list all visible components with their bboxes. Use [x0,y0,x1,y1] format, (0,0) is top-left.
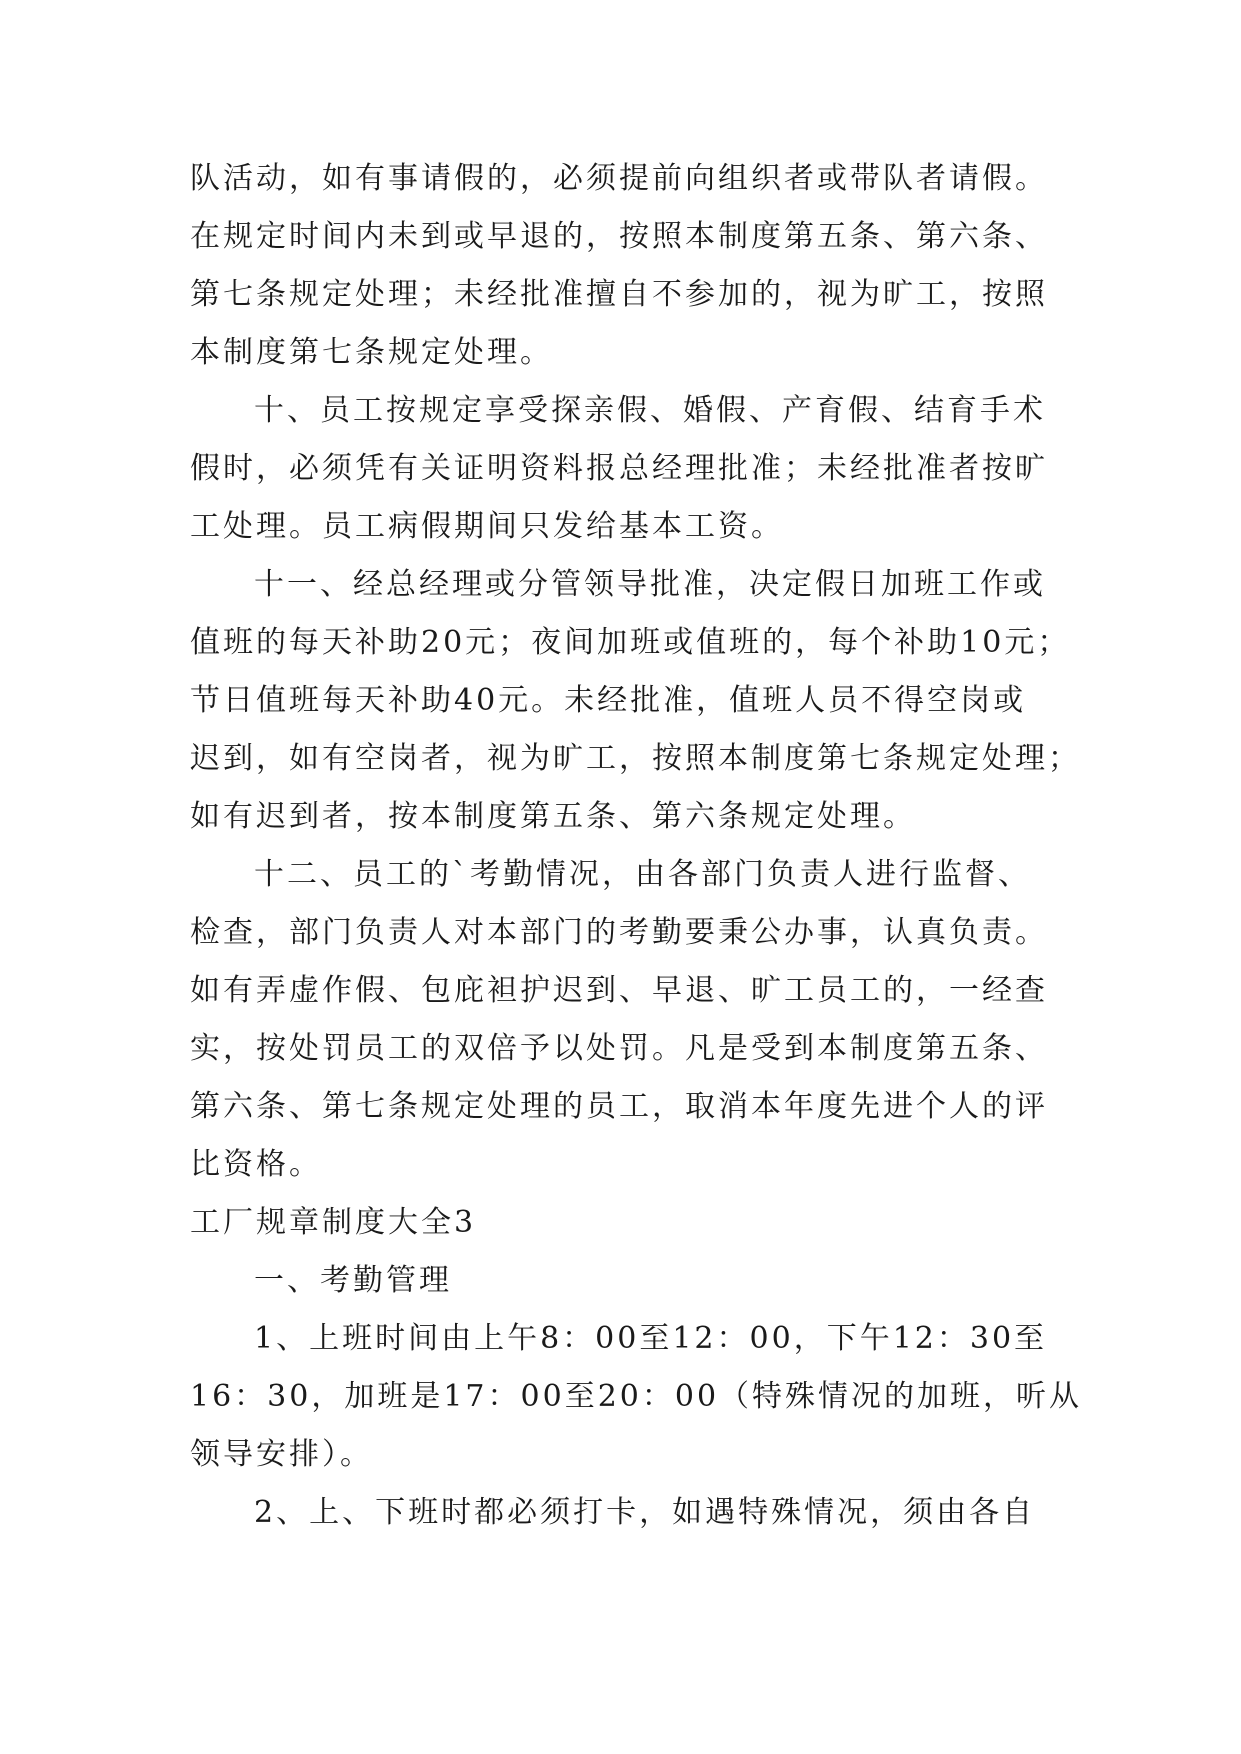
text-line: 工处理。员工病假期间只发给基本工资。 [190,509,784,544]
text-line: 比资格。 [190,1147,322,1182]
text-line: 值班的每天补助20元；夜间加班或值班的，每个补助10元； [190,625,1071,660]
paragraph [190,150,1066,382]
text-line: 假时，必须凭有关证明资料报总经理批准；未经批准者按旷 [190,451,1048,486]
paragraph-item-2 [190,1484,1066,1542]
text-line: 第七条规定处理；未经批准擅自不参加的，视为旷工，按照 [190,277,1048,312]
text-line: 如有弄虚作假、包庇袒护迟到、早退、旷工员工的，一经查 [190,973,1048,1008]
text-line: 本制度第七条规定处理。 [190,335,553,370]
paragraph-article-11 [190,556,1081,846]
text-line: 迟到，如有空岗者，视为旷工，按照本制度第七条规定处理； [190,741,1081,776]
paragraph-article-12 [190,846,1066,1194]
text-line: 在规定时间内未到或早退的，按照本制度第五条、第六条、 [190,219,1048,254]
text-line: 16：30，加班是17：00至20：00（特殊情况的加班，听从 [190,1379,1083,1414]
text-line: 实，按处罚员工的双倍予以处罚。凡是受到本制度第五条、 [190,1031,1048,1066]
document-body [190,150,1083,1542]
section-heading [190,1194,1066,1252]
text-line: 1、上班时间由上午8：00至12：00，下午12：30至 [254,1321,1048,1356]
text-line: 如有迟到者，按本制度第五条、第六条规定处理。 [190,799,916,834]
text-line: 领导安排）。 [190,1437,373,1472]
text-line: 2、上、下班时都必须打卡，如遇特殊情况，须由各自 [254,1495,1036,1530]
paragraph-article-10 [190,382,1066,556]
text-line: 十、员工按规定享受探亲假、婚假、产育假、结育手术 [254,393,1046,428]
paragraph-item-1 [190,1310,1083,1484]
text-line: 队活动，如有事请假的，必须提前向组织者或带队者请假。 [190,161,1048,196]
text-line: 检查，部门负责人对本部门的考勤要秉公办事，认真负责。 [190,915,1048,950]
text-line: 十二、员工的`考勤情况，由各部门负责人进行监督、 [254,857,1031,892]
text-line: 十一、经总经理或分管领导批准，决定假日加班工作或 [254,567,1046,602]
text-line: 节日值班每天补助40元。未经批准，值班人员不得空岗或 [190,683,1027,718]
subsection-title: 一、考勤管理 [254,1263,452,1298]
subsection-heading [190,1252,1066,1310]
text-line: 第六条、第七条规定处理的员工，取消本年度先进个人的评 [190,1089,1048,1124]
section-title: 工厂规章制度大全3 [190,1205,477,1240]
